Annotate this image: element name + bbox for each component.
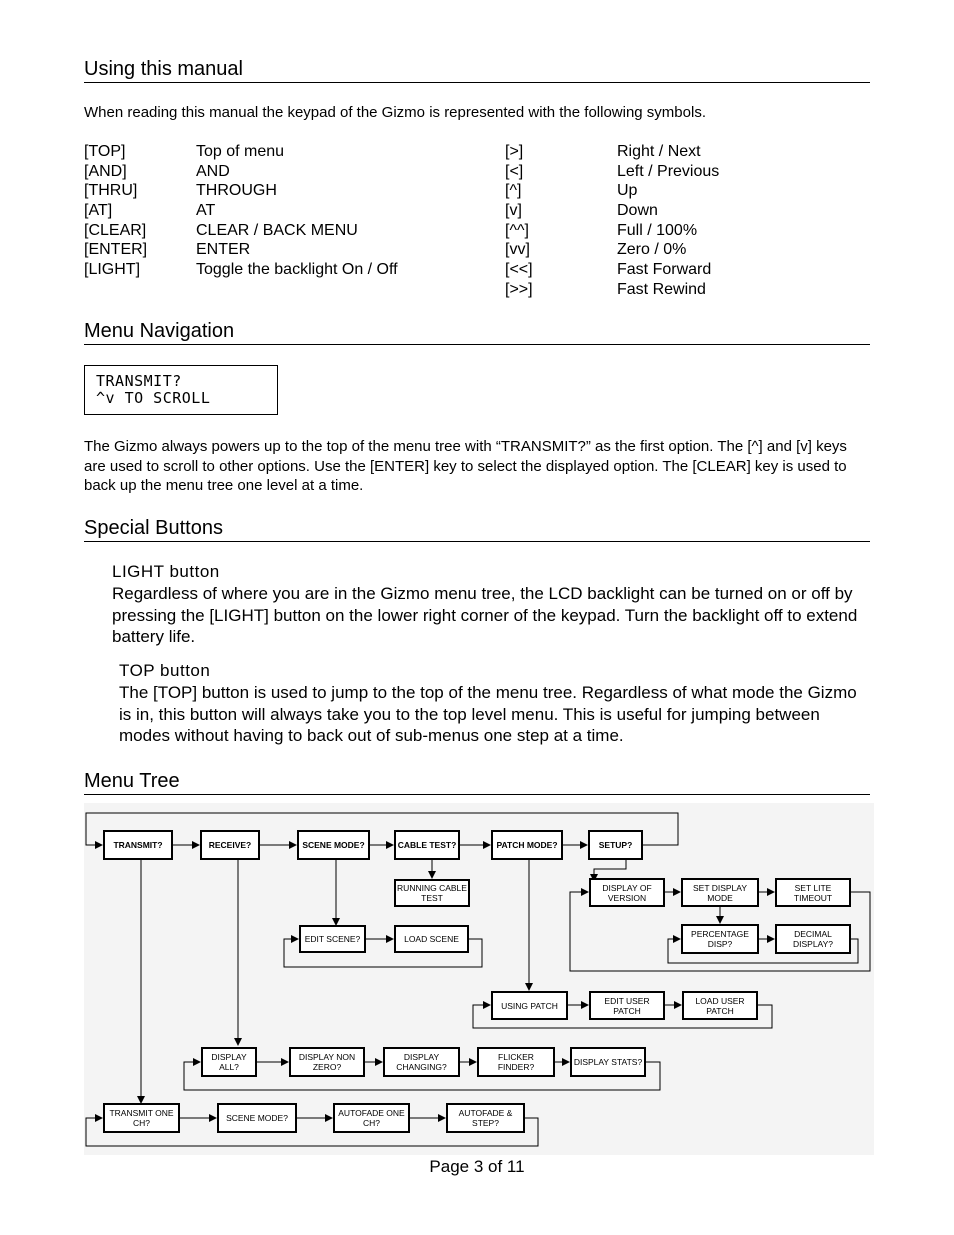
section-heading-special-buttons: Special Buttons bbox=[84, 516, 870, 542]
node-setup: SETUP? bbox=[588, 830, 643, 860]
light-button-text: Regardless of where you are in the Gizmo menu tree, the LCD backlight can be turned on or off by pressing the [LIGHT] button on the lower right corner of the keypad. Turn the backlight off to extend battery life. bbox=[112, 584, 858, 646]
node-autofade-step: AUTOFADE & STEP? bbox=[446, 1103, 525, 1133]
key-symbol: [>] bbox=[505, 143, 524, 160]
key-description: CLEAR / BACK MENU bbox=[196, 221, 358, 239]
key-description: Full / 100% bbox=[617, 221, 698, 239]
key-description: Toggle the backlight On / Off bbox=[196, 261, 398, 279]
node-display-all: DISPLAY ALL? bbox=[201, 1047, 257, 1077]
key-symbol: [CLEAR] bbox=[84, 221, 147, 239]
top-button-title: TOP button bbox=[119, 661, 211, 680]
node-cable-test: CABLE TEST? bbox=[394, 830, 460, 860]
key-description: Down bbox=[617, 202, 658, 220]
node-display-of-version: DISPLAY OF VERSION bbox=[589, 878, 665, 907]
key-description: AND bbox=[196, 162, 230, 180]
key-symbol: [AT] bbox=[84, 202, 113, 220]
key-symbol: [<<] bbox=[505, 261, 533, 279]
node-patch-mode: PATCH MODE? bbox=[491, 830, 563, 860]
key-symbol: [THRU] bbox=[84, 182, 138, 200]
lcd-display bbox=[84, 365, 278, 415]
key-description: THROUGH bbox=[196, 182, 277, 200]
key-symbol: [>>] bbox=[505, 280, 533, 298]
key-symbol: [vv] bbox=[505, 241, 530, 259]
key-description: Up bbox=[617, 182, 638, 200]
node-autofade-one-ch: AUTOFADE ONE CH? bbox=[333, 1103, 410, 1133]
node-display-stats: DISPLAY STATS? bbox=[570, 1047, 646, 1077]
key-symbol: [<] bbox=[505, 162, 524, 180]
node-percentage-disp: PERCENTAGE DISP? bbox=[681, 924, 759, 954]
key-symbol: [LIGHT] bbox=[84, 261, 141, 279]
node-load-scene: LOAD SCENE bbox=[394, 925, 469, 953]
key-description: Fast Forward bbox=[617, 261, 712, 279]
intro-text: When reading this manual the keypad of the Gizmo is represented with the following symbols. bbox=[84, 104, 706, 121]
node-scene-mode: SCENE MODE? bbox=[297, 830, 370, 860]
node-using-patch: USING PATCH bbox=[491, 991, 568, 1020]
node-scene-mode-2: SCENE MODE? bbox=[217, 1103, 297, 1133]
key-symbol: [^^] bbox=[505, 221, 529, 239]
key-description: Top of menu bbox=[196, 143, 285, 160]
key-symbol: [v] bbox=[505, 202, 522, 220]
node-set-display-mode: SET DISPLAY MODE bbox=[681, 878, 759, 907]
section-heading-menu-tree: Menu Tree bbox=[84, 769, 870, 795]
lcd-line-2: ^v TO SCROLL bbox=[96, 389, 211, 407]
section-heading-menu-navigation: Menu Navigation bbox=[84, 319, 870, 345]
key-symbol: [TOP] bbox=[84, 143, 126, 160]
node-display-non-zero: DISPLAY NON ZERO? bbox=[289, 1047, 365, 1077]
key-symbol: [ENTER] bbox=[84, 241, 148, 259]
node-receive: RECEIVE? bbox=[200, 830, 260, 860]
key-description: Left / Previous bbox=[617, 162, 720, 180]
menu-tree-diagram bbox=[84, 803, 874, 1155]
key-symbol: [AND] bbox=[84, 162, 127, 180]
key-description: ENTER bbox=[196, 241, 251, 259]
light-button-title: LIGHT button bbox=[112, 562, 220, 581]
node-edit-user-patch: EDIT USER PATCH bbox=[589, 991, 665, 1020]
node-transmit: TRANSMIT? bbox=[103, 830, 173, 860]
section-heading-using-manual: Using this manual bbox=[84, 57, 870, 83]
node-flicker-finder: FLICKER FINDER? bbox=[477, 1047, 555, 1077]
node-set-lite-timeout: SET LITE TIMEOUT bbox=[775, 878, 851, 907]
node-display-changing: DISPLAY CHANGING? bbox=[383, 1047, 460, 1077]
node-decimal-display: DECIMAL DISPLAY? bbox=[775, 924, 851, 954]
node-running-cable-test: RUNNING CABLE TEST bbox=[394, 879, 470, 907]
top-button-text: The [TOP] button is used to jump to the top of the menu tree. Regardless of what mode the Gizmo is in, this button will always take you to the top level menu. This is useful for jumping between modes without having to back out of sub-menus one step at a time. bbox=[119, 683, 857, 745]
lcd-line-1: TRANSMIT? bbox=[96, 372, 182, 390]
node-edit-scene: EDIT SCENE? bbox=[299, 925, 366, 953]
key-symbol: [^] bbox=[505, 182, 522, 200]
key-description: Right / Next bbox=[617, 143, 701, 160]
node-transmit-one-ch: TRANSMIT ONE CH? bbox=[103, 1103, 180, 1133]
node-load-user-patch: LOAD USER PATCH bbox=[682, 991, 758, 1020]
key-description: Zero / 0% bbox=[617, 241, 687, 259]
page-footer: Page 3 of 11 bbox=[429, 1157, 525, 1176]
key-description: Fast Rewind bbox=[617, 280, 706, 298]
key-description: AT bbox=[196, 202, 216, 220]
menu-navigation-paragraph: The Gizmo always powers up to the top of the menu tree with “TRANSMIT?” as the first option. The [^] and [v] keys are used to scroll to other options. Use the [ENTER] key to select the displayed option. The [CLEAR] key is used to back up the menu tree one level at a time. bbox=[84, 438, 847, 494]
